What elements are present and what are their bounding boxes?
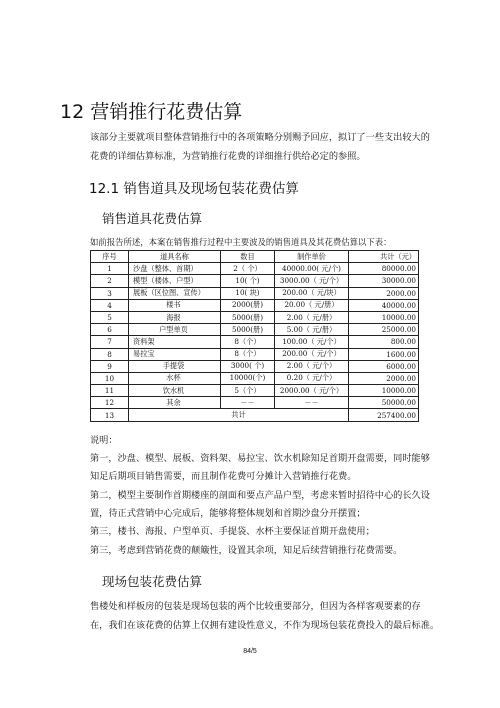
cell-item: 户型单页 [129, 324, 221, 336]
cell-item: 饮水机 [129, 385, 221, 397]
cell-qty: 10000(个) [221, 372, 275, 384]
cell-item: 沙盘（整体、首期） [129, 263, 221, 275]
table-row [91, 336, 419, 348]
total-no: 13 [91, 409, 129, 421]
cell-unit-price: 40000.00( 元/个) [275, 263, 349, 275]
cell-qty: 5（个） [221, 385, 275, 397]
col-header-unit-price: 制作单价 [275, 251, 349, 263]
cell-qty: 5000(册) [221, 311, 275, 323]
cell-total: 800.00 [349, 336, 419, 348]
cell-qty: 8（个） [221, 336, 275, 348]
table-total-row [91, 409, 419, 421]
cell-total: 6000.00 [349, 360, 419, 372]
note-line-3: 第二，模型主要制作首期楼座的剖面和要点产品户型，考虑来暂时招待中心的长久设 [90, 490, 430, 501]
cell-no: 8 [91, 348, 129, 360]
cell-unit-price: 3000.00（ 元/个） [275, 275, 349, 287]
notes-label: 说明： [90, 435, 118, 446]
cell-qty: 3000( 个) [221, 360, 275, 372]
cell-total: 80000.00 [349, 263, 419, 275]
note-line-2: 知足后期项目销售需要，而且制作花费可分摊计入营销推行花费。 [90, 471, 357, 482]
cell-unit-price: 0.20（ 元/个） [275, 372, 349, 384]
subsection-heading-site: 现场包装花费估算 [102, 574, 203, 589]
cell-no: 3 [91, 287, 129, 299]
table-row [91, 324, 419, 336]
cell-item: 楼书 [129, 299, 221, 311]
cell-total: 50000.00 [349, 397, 419, 409]
table-row [91, 372, 419, 384]
cell-unit-price: 20.00（ 元/册） [275, 299, 349, 311]
table-row [91, 299, 419, 311]
cell-unit-price: 2.00（ 元/册） [275, 311, 349, 323]
cell-no: 12 [91, 397, 129, 409]
cell-item: 展板（区位图、宣传） [129, 287, 221, 299]
cell-qty: 10( 个) [221, 275, 275, 287]
cell-unit-price: 2000.00（ 元/个） [275, 385, 349, 397]
cell-no: 11 [91, 385, 129, 397]
cell-unit-price: －－ [275, 397, 349, 409]
cell-item: 易拉宝 [129, 348, 221, 360]
cost-table [90, 250, 419, 422]
cell-no: 5 [91, 311, 129, 323]
total-value: 257400.00 [349, 409, 419, 421]
cell-qty: 2（ 个） [221, 263, 275, 275]
cell-qty: 5000(册) [221, 324, 275, 336]
note-line-6: 第三，考虑到营销花费的颠簸性，设置其余项，知足后续营销推行花费需要。 [90, 545, 403, 556]
col-header-qty: 数目 [221, 251, 275, 263]
table-row [91, 385, 419, 397]
cell-no: 2 [91, 275, 129, 287]
col-header-item: 道具名称 [129, 251, 221, 263]
closing-line-1: 售楼处和样板房的包装是现场包装的两个比较重要部分，但因为各样客观要素的存 [90, 601, 421, 612]
cell-qty: －－ [221, 397, 275, 409]
cell-total: 10000.00 [349, 311, 419, 323]
intro-line-1: 该部分主要就项目整体营销推行中的各项策略分别赐予回应，拟订了一些支出较大的 [90, 132, 430, 143]
page-number: 84/5 [243, 648, 257, 655]
note-line-4: 置，待正式营销中心完成后，能够将整体规划和首期沙盘分开摆置； [90, 508, 366, 519]
cell-item: 资料架 [129, 336, 221, 348]
table-row [91, 263, 419, 275]
cell-total: 25000.00 [349, 324, 419, 336]
table-intro: 如前报告所述，本案在销售推行过程中主要波及的销售道具及其花费估算以下表： [90, 237, 392, 247]
total-label: 共计 [129, 409, 349, 421]
cell-item: 模型（楼体、户型） [129, 275, 221, 287]
cell-no: 7 [91, 336, 129, 348]
cell-unit-price: 200.00（ 元/块） [275, 287, 349, 299]
col-header-no: 序号 [91, 251, 129, 263]
cell-item: 其余 [129, 397, 221, 409]
table-row [91, 397, 419, 409]
subsection-heading-props: 销售道具花费估算 [102, 211, 203, 226]
cell-no: 4 [91, 299, 129, 311]
cell-unit-price: 2.00（ 元/个） [275, 360, 349, 372]
cell-qty: 2000(册) [221, 299, 275, 311]
cell-item: 海报 [129, 311, 221, 323]
chapter-heading: 12 营销推行花费估算 [60, 101, 243, 123]
cell-total: 10000.00 [349, 385, 419, 397]
cell-unit-price: 100.00（ 元/个） [275, 336, 349, 348]
cell-item: 手提袋 [129, 360, 221, 372]
cell-qty: 8（个） [221, 348, 275, 360]
intro-line-2: 花费的详细估算标准，为营销推行花费的详细推行供给必定的参照。 [90, 151, 366, 162]
cell-total: 2000.00 [349, 287, 419, 299]
cell-no: 6 [91, 324, 129, 336]
section-heading: 12.1 销售道具及现场包装花费估算 [89, 181, 299, 197]
table-row [91, 287, 419, 299]
cell-no: 9 [91, 360, 129, 372]
table-row [91, 311, 419, 323]
cell-unit-price: 200.00（ 元/个） [275, 348, 349, 360]
table-row [91, 275, 419, 287]
closing-line-2: 在，我们在该花费的估算上仅拥有建设性意义，不作为现场包装花费投入的最后标准。 [90, 620, 440, 631]
cell-total: 40000.00 [349, 299, 419, 311]
cell-total: 1600.00 [349, 348, 419, 360]
cell-qty: 10( 块) [221, 287, 275, 299]
cell-total: 2000.00 [349, 372, 419, 384]
note-line-5: 第三，楼书、海报、户型单页、手提袋、水杯主要保证首期开盘使用； [90, 526, 375, 537]
cell-item: 水杯 [129, 372, 221, 384]
table-header-row [91, 251, 419, 263]
col-header-total: 共计（元） [349, 251, 419, 263]
note-line-1: 第一，沙盘、模型、展板、资料架、易拉宝、饮水机除知足首期开盘需要，同时能够 [90, 453, 430, 464]
table-row [91, 360, 419, 372]
cell-no: 1 [91, 263, 129, 275]
cell-total: 30000.00 [349, 275, 419, 287]
cell-no: 10 [91, 372, 129, 384]
cell-unit-price: 5.00（ 元/册） [275, 324, 349, 336]
table-row [91, 348, 419, 360]
